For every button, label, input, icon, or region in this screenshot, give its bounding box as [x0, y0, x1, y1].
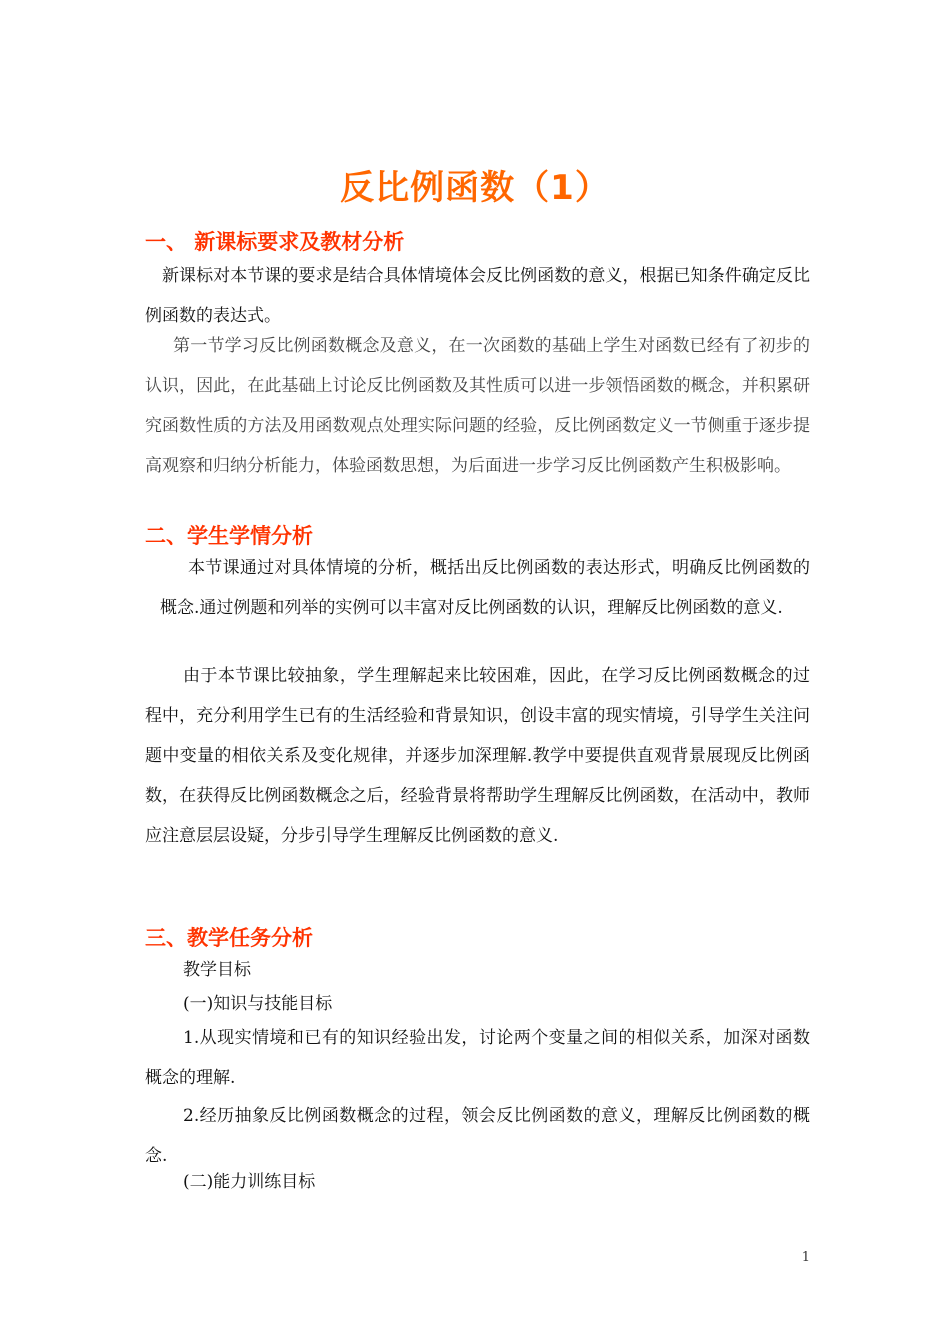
- section-1-heading: 一、 新课标要求及教材分析: [145, 230, 405, 254]
- section-2-paragraph-2: 由于本节课比较抽象，学生理解起来比较困难，因此，在学习反比例函数概念的过程中，充分利用学生已有的生活经验和背景知识，创设丰富的现实情境，引导学生关注问题中变量的相依关系及变化规律，并逐步加深理解.教学中要提供直观背景展现反比例函数，在获得反比例函数概念之后，经验背景将帮助学生理解反比例函数，在活动中，教师应注意层层设疑，分步引导学生理解反比例函数的意义.: [145, 666, 810, 846]
- section-2-paragraph-1: 本节课通过对具体情境的分析，概括出反比例函数的表达形式，明确反比例函数的概念.通过例题和列举的实例可以丰富对反比例函数的认识，理解反比例函数的意义.: [160, 558, 810, 618]
- section-1-paragraph-2: 第一节学习反比例函数概念及意义，在一次函数的基础上学生对函数已经有了初步的认识，因此，在此基础上讨论反比例函数及其性质可以进一步领悟函数的概念，并积累研究函数性质的方法及用函数观点处理实际问题的经验，反比例函数定义一节侧重于逐步提高观察和归纳分析能力，体验函数思想，为后面进一步学习反比例函数产生积极影响。: [145, 336, 810, 476]
- knowledge-skill-goal-label: (一)知识与技能目标: [183, 994, 333, 1014]
- goal-item-1: 1.从现实情境和已有的知识经验出发，讨论两个变量之间的相似关系，加深对函数概念的理解.: [145, 1028, 810, 1088]
- section-3-heading: 三、教学任务分析: [145, 926, 313, 950]
- page-title: 反比例函数（1）: [340, 168, 610, 208]
- page-number: 1: [801, 1250, 810, 1265]
- goal-item-2: 2.经历抽象反比例函数概念的过程，领会反比例函数的意义，理解反比例函数的概念.: [145, 1106, 810, 1166]
- section-2-heading: 二、学生学情分析: [145, 524, 313, 548]
- teaching-goals-label: 教学目标: [183, 960, 251, 980]
- section-1-paragraph-1: 新课标对本节课的要求是结合具体情境体会反比例函数的意义，根据已知条件确定反比例函数的表达式。: [145, 266, 810, 326]
- ability-training-goal-label: (二)能力训练目标: [183, 1172, 316, 1192]
